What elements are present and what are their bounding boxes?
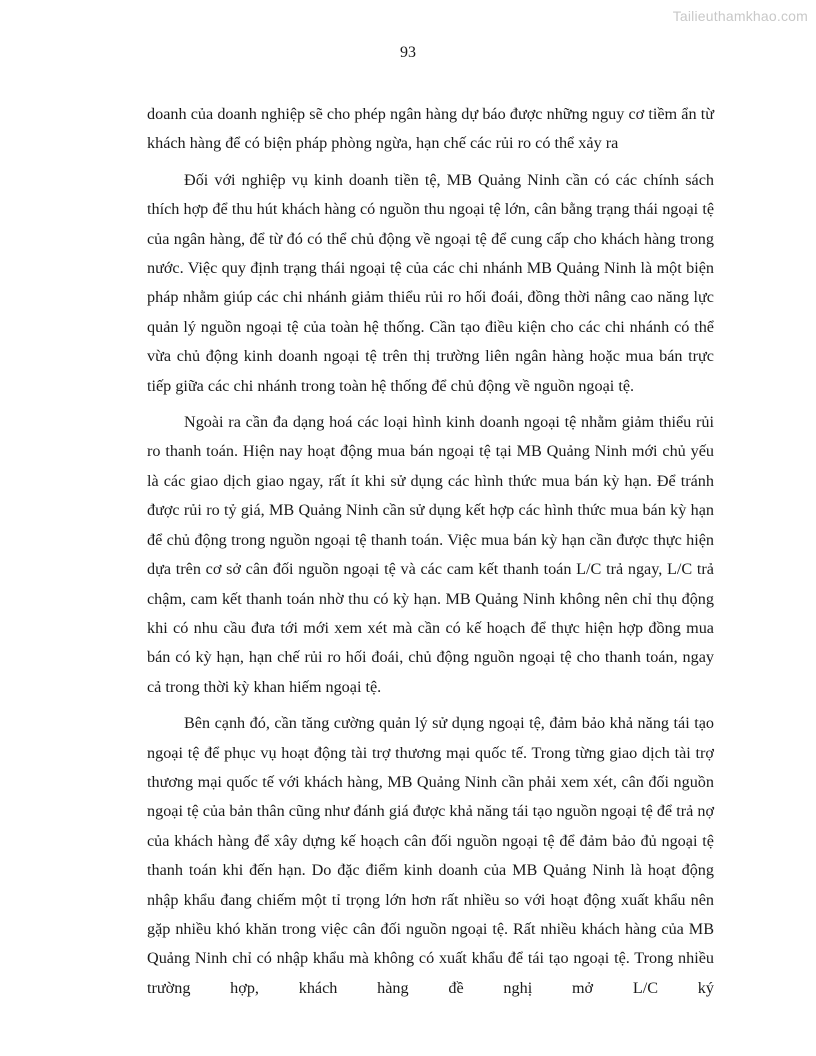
paragraph-diversify-fx: Ngoài ra cần đa dạng hoá các loại hình kinh doanh ngoại tệ nhằm giảm thiểu rủi ro thanh toán. Hiện nay hoạt động mua bán ngoại tệ tại MB Quảng Ninh mới chủ yếu là các giao dịch giao ngay, rất ít khi sử dụng các hình thức mua bán kỳ hạn. Để tránh được rủi ro tỷ giá, MB Quảng Ninh cần sử dụng kết hợp các hình thức mua bán kỳ hạn để chủ động trong nguồn ngoại tệ thanh toán. Việc mua bán kỳ hạn cần được thực hiện dựa trên cơ sở cân đối nguồn ngoại tệ và các cam kết thanh toán L/C trả ngay, L/C trả chậm, cam kết thanh toán nhờ thu có kỳ hạn. MB Quảng Ninh không nên chỉ thụ động khi có nhu cầu đưa tới mới xem xét mà cần có kế hoạch để thực hiện hợp đồng mua bán có kỳ hạn, hạn chế rủi ro hối đoái, chủ động nguồn ngoại tệ cho thanh toán, ngay cả trong thời kỳ khan hiếm ngoại tệ. [147, 413, 714, 696]
paragraph-fx-management: Bên cạnh đó, cần tăng cường quản lý sử dụng ngoại tệ, đảm bảo khả năng tái tạo ngoại tệ để phục vụ hoạt động tài trợ thương mại quốc tế. Trong từng giao dịch tài trợ thương mại quốc tế với khách hàng, MB Quảng Ninh cần phải xem xét, cân đối nguồn ngoại tệ của bản thân cũng như đánh giá được khả năng tái tạo nguồn ngoại tệ để trả nợ của khách hàng để xây dựng kế hoạch cân đối nguồn ngoại tệ để đảm bảo đủ ngoại tệ thanh toán khi đến hạn. Do đặc điểm kinh doanh của MB Quảng Ninh là hoạt động nhập khẩu đang chiếm một tỉ trọng lớn hơn rất nhiều so với hoạt động xuất khẩu nên gặp nhiều khó khăn trong việc cân đối nguồn ngoại tệ. Rất nhiều khách hàng của MB Quảng Ninh chỉ có nhập khẩu mà không có xuất khẩu để tái tạo ngoại tệ. Trong nhiều trường hợp, khách hàng đề nghị mở L/C ký [147, 714, 714, 997]
page-number: 93 [400, 44, 416, 61]
watermark-text: Tailieuthamkhao.com [672, 8, 808, 24]
paragraph-currency-business: Đối với nghiệp vụ kinh doanh tiền tệ, MB Quảng Ninh cần có các chính sách thích hợp để thu hút khách hàng có nguồn thu ngoại tệ lớn, cân bằng trạng thái ngoại tệ của ngân hàng, để từ đó có thể chủ động về ngoại tệ để cung cấp cho khách hàng trong nước. Việc quy định trạng thái ngoại tệ của các chi nhánh MB Quảng Ninh là một biện pháp nhằm giúp các chi nhánh giảm thiểu rủi ro hối đoái, đồng thời nâng cao năng lực quản lý nguồn ngoại tệ của toàn hệ thống. Cần tạo điều kiện cho các chi nhánh có thể vừa chủ động kinh doanh ngoại tệ trên thị trường liên ngân hàng hoặc mua bán trực tiếp giữa các chi nhánh trong toàn hệ thống để chủ động về nguồn ngoại tệ. [147, 170, 714, 395]
document-body [147, 100, 714, 1010]
paragraph-continuation: doanh của doanh nghiệp sẽ cho phép ngân hàng dự báo được những nguy cơ tiềm ẩn từ khách hàng để có biện pháp phòng ngừa, hạn chế các rủi ro có thể xảy ra [147, 105, 714, 153]
